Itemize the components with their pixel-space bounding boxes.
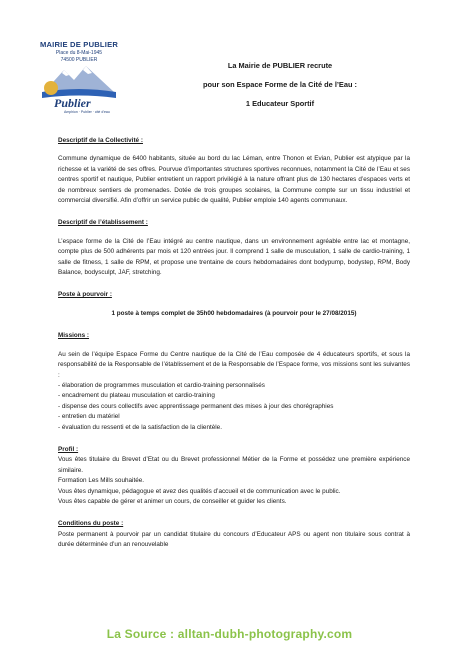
header-line-1: La Mairie de PUBLIER recrute [227, 61, 333, 70]
heading-missions: Missions : [58, 332, 90, 340]
text-missions-intro: Au sein de l’équipe Espace Forme du Centre nautique de la Cité de l’Eau composée de 4 éducateurs sportifs, et sous la responsabilité de la Responsable de l’établissement et de la Responsable de l’Espace forme, vos missions sont les suivantes : [58, 350, 410, 379]
logo-brand: Publier [54, 96, 91, 110]
profil-line: Vous êtes capable de gérer et animer un cours, de conseiller et guider les clients. [58, 497, 287, 505]
logo-address-2: 74500 PUBLIER [60, 57, 98, 63]
mission-item: - dispense des cours collectifs avec apprentissage permanent des mises à jour des chorégraphies [58, 402, 334, 410]
heading-etablissement: Descriptif de l’établissement : [58, 219, 148, 227]
heading-collectivite: Descriptif de la Collectivité : [58, 137, 143, 144]
text-collectivite: Commune dynamique de 6400 habitants, située au bord du lac Léman, entre Thonon et Evian, Publier est atypique par la richesse et la variété de ses offres. Pourvue d’importantes structures sportives reconnues, notamment la Cité de l’Eau et ses centres sportif et nautique, Publier entretient un rapport privilégié à la nature offrant plus de 130 hectares d’espaces verts et de nombreux sentiers de promenades. Dotée de trois groupes scolaires, la Commune compte sur un tissu industriel et commercial diversifié. Afin d’offrir un service public de qualité, Publier emploie 140 agents communaux. [58, 155, 410, 205]
profil-line: Vous êtes dynamique, pédagogue et avez des qualités d’accueil et de communication avec le public. [58, 487, 341, 495]
mission-item: - élaboration de programmes musculation et cardio-training personnalisés [58, 381, 265, 389]
mission-item: - évaluation du ressenti et de la satisfaction de la clientèle. [58, 423, 222, 431]
profil-line: Vous êtes titulaire du Brevet d’Etat ou du Brevet professionnel Métier de la Forme et possédez une première expérience similaire. [58, 456, 410, 474]
document-body [58, 136, 410, 551]
text-etablissement: L’espace forme de la Cité de l’Eau intégré au centre nautique, dans un environnement agréable entre lac et montagne, compte plus de 500 adhérents par mois et 120 entrées jour. Il comprend 1 salle de musculation, 1 salle de cardio-training, 1 salle de fitness, 1 salle de RPM, et propose une trentaine de cours hebdomadaires dont bodypump, bodystep, RPM, Body Balance, bodysculpt, JAF, stretching. [58, 237, 410, 277]
header-line-3: 1 Educateur Sportif [245, 99, 315, 108]
mission-item: - encadrement du plateau musculation et cardio-training [58, 392, 215, 400]
text-poste: 1 poste à temps complet de 35h00 hebdomadaires (à pourvoir pour le 27/08/2015) [111, 309, 357, 317]
job-header [160, 56, 400, 113]
logo-tagline: Amphion · Publier · cité d'eau [64, 110, 110, 114]
heading-profil: Profil : [58, 445, 79, 453]
text-conditions: Poste permanent à pourvoir par un candidat titulaire du concours d’Educateur APS ou agent non titulaire sous contrat à durée déterminée d’un an renouvelable [58, 530, 410, 549]
source-watermark: La Source : alltan-dubh-photography.com [106, 627, 353, 641]
mairie-logo [28, 40, 130, 120]
mission-item: - entretien du matériel [58, 413, 120, 421]
heading-conditions: Conditions du poste : [58, 520, 124, 528]
logo-title: MAIRIE DE PUBLIER [39, 40, 119, 49]
logo-address-1: Place du 8-Mai-1945 [55, 50, 103, 56]
profil-line: Formation Les Mills souhaitée. [58, 477, 145, 485]
heading-poste: Poste à pourvoir : [58, 291, 112, 299]
header-line-2: pour son Espace Forme de la Cité de l’Eau : [202, 80, 357, 89]
